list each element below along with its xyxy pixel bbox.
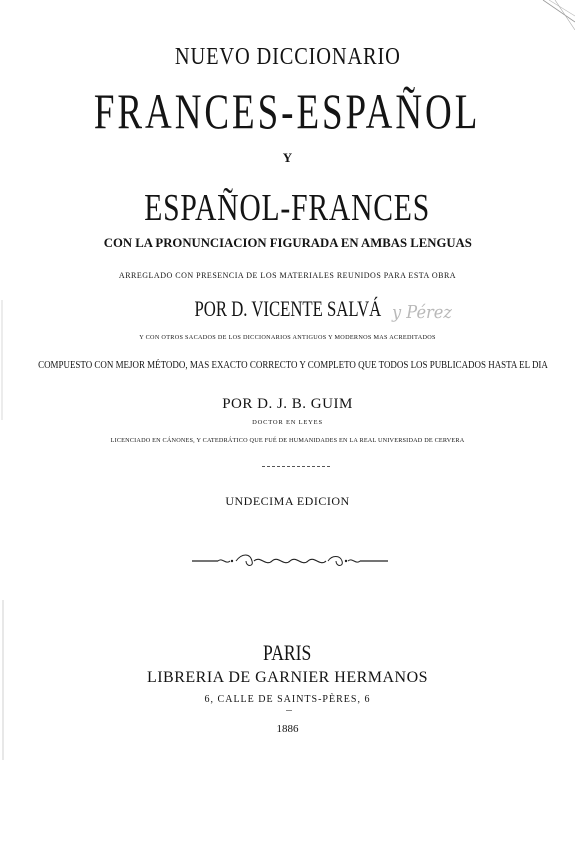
author-guim: POR D. J. B. GUIM <box>222 396 353 412</box>
handwritten-annotation: y Pérez <box>392 302 452 323</box>
small-divider-rule <box>262 466 330 467</box>
corner-scan-marks <box>535 0 575 30</box>
arrangement-note: ARREGLADO CON PRESENCIA DE LOS MATERIALES REUNIDOS PARA ESTA OBRA <box>118 271 457 280</box>
title-line-frances-espanol: FRANCES-ESPAÑOL <box>94 83 481 139</box>
author-salva: POR D. VICENTE SALVÁ <box>194 296 381 321</box>
author-degree: DOCTOR EN LEYES <box>252 419 323 426</box>
title-line-espanol-frances: ESPAÑOL-FRANCES <box>144 187 431 229</box>
imprint-year: 1886 <box>276 723 299 735</box>
imprint-city: PARIS <box>263 640 312 665</box>
sources-note: Y CON OTROS SACADOS DE LOS DICCIONARIOS ANTIGUOS Y MODERNOS MAS ACREDITADOS <box>139 334 436 341</box>
method-note: COMPUESTO CON MEJOR MÉTODO, MAS EXACTO CORRECTO Y COMPLETO QUE TODOS LOS PUBLICADOS HASTA EL DIA <box>38 360 548 371</box>
subtitle-pronunciation: CON LA PRONUNCIACION FIGURADA EN AMBAS LENGUAS <box>103 235 472 250</box>
imprint-publisher: LIBRERIA DE GARNIER HERMANOS <box>146 669 429 686</box>
author-credentials: LICENCIADO EN CÁNONES, Y CATEDRÁTICO QUE FUÉ DE HUMANIDADES EN LA REAL UNIVERSIDAD DE CERVERA <box>110 437 465 444</box>
small-dash-mark <box>286 710 292 711</box>
decorative-ornament-rule <box>190 551 390 571</box>
edition-label: UNDECIMA EDICION <box>225 494 350 508</box>
title-line-nuevo-diccionario: NUEVO DICCIONARIO <box>174 44 401 70</box>
title-conjunction: Y <box>282 150 293 165</box>
imprint-address: 6, CALLE DE SAINTS-PÈRES, 6 <box>204 694 371 705</box>
